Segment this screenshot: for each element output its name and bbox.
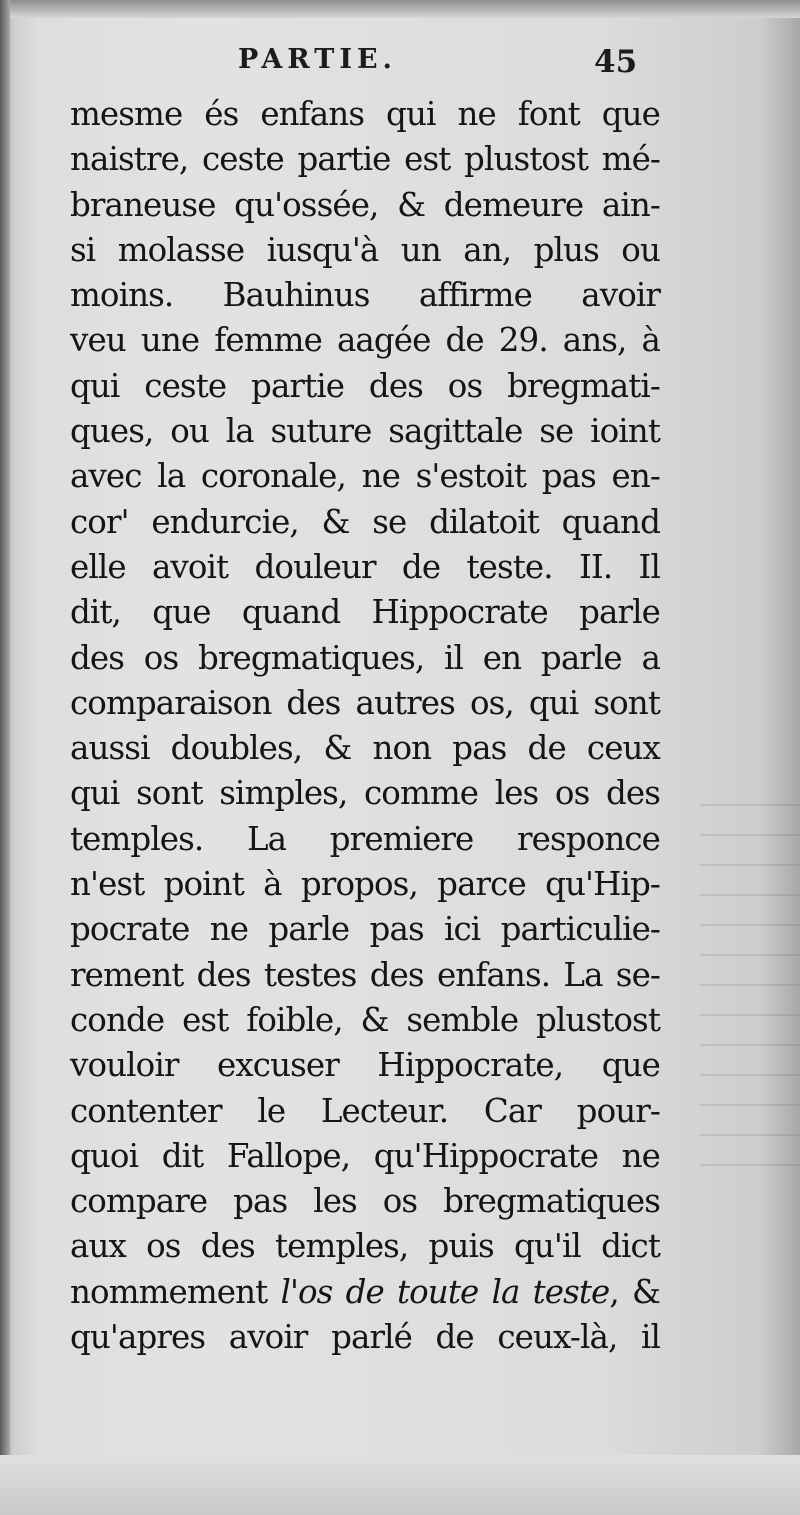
- text-line: pocrate ne parle pas ici particulie-: [70, 910, 660, 949]
- text-line: quoi dit Fallope, qu'Hippocrate ne: [70, 1136, 660, 1175]
- page-number: 45: [594, 44, 638, 80]
- running-head: PARTIE.: [238, 44, 397, 75]
- text-line: n'est point à propos, parce qu'Hip-: [70, 865, 660, 904]
- text-line: contenter le Lecteur. Car pour-: [70, 1091, 660, 1130]
- text-line: si molasse iusqu'à un an, plus ou: [70, 230, 660, 269]
- page-header: [0, 44, 800, 90]
- text-line: naistre, ceste partie est plustost mé-: [70, 140, 660, 179]
- text-span: nommement: [70, 1272, 281, 1311]
- text-line: compare pas les os bregmatiques: [70, 1182, 660, 1221]
- text-line: veu une femme aagée de 29. ans, à: [70, 321, 660, 360]
- text-line: comparaison des autres os, qui sont: [70, 683, 660, 722]
- text-line: des os bregmatiques, il en parle a: [70, 638, 660, 677]
- text-line: temples. La premiere responce: [70, 819, 660, 858]
- text-line: braneuse qu'ossée, & demeure ain-: [70, 185, 660, 224]
- text-line: avec la coronale, ne s'estoit pas en-: [70, 457, 660, 496]
- text-line: qui sont simples, comme les os des: [70, 774, 660, 813]
- page-top-edge: [0, 0, 800, 18]
- page-bottom-margin: [0, 1455, 800, 1515]
- page-gutter-shadow: [0, 0, 10, 1515]
- text-line: cor' endurcie, & se dilatoit quand: [70, 502, 660, 541]
- text-line: aux os des temples, puis qu'il dict: [70, 1227, 660, 1266]
- body-text: [70, 92, 660, 1360]
- text-line: dit, que quand Hippocrate parle: [70, 593, 660, 632]
- text-line: elle avoit douleur de teste. II. Il: [70, 547, 660, 586]
- text-line: conde est foible, & semble plustost: [70, 1000, 660, 1039]
- text-line: qui ceste partie des os bregmati-: [70, 366, 660, 405]
- show-through-bleed: [700, 790, 800, 1170]
- italic-phrase: l'os de toute la teste: [280, 1272, 610, 1311]
- text-span: , &: [609, 1272, 660, 1311]
- text-line: moins. Bauhinus affirme avoir: [70, 276, 660, 315]
- text-line: vouloir excuser Hippocrate, que: [70, 1046, 660, 1085]
- text-line: aussi doubles, & non pas de ceux: [70, 729, 660, 768]
- text-line: mesme és enfans qui ne font que: [70, 95, 660, 133]
- text-line: rement des testes des enfans. La se-: [70, 955, 660, 994]
- text-line: ques, ou la suture sagittale se ioint: [70, 412, 660, 451]
- text-line: qu'apres avoir parlé de ceux-là, il: [70, 1318, 660, 1357]
- text-line-with-italic: [70, 1270, 660, 1315]
